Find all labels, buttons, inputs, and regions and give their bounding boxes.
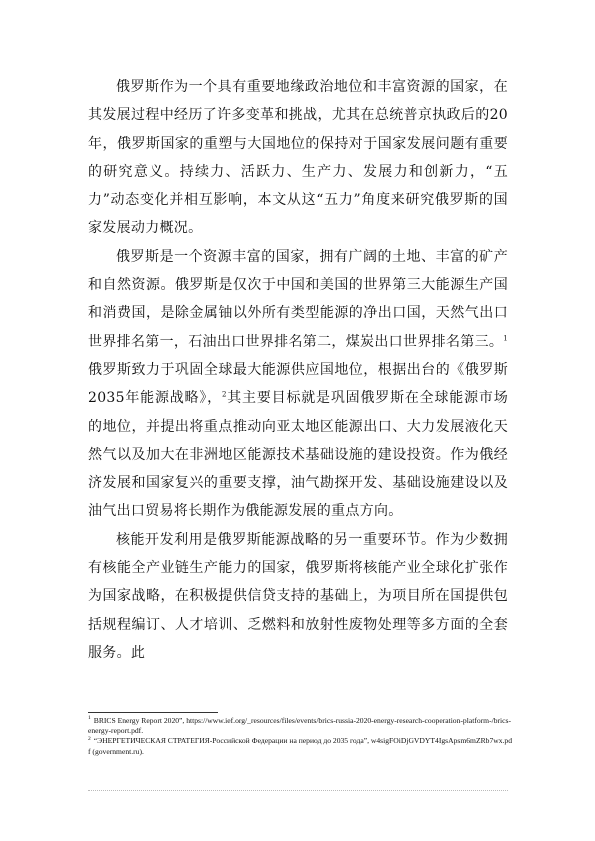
footnote-2 xyxy=(88,736,513,756)
footnote-number-2: 2 xyxy=(88,735,91,742)
footnote-reference-2[interactable]: 2 xyxy=(221,390,227,399)
paragraph-energy-text-c: 其主要目标就是巩固俄罗斯在全球能源市场的地位，并提出将重点推动向亚太地区能源出口、大力发展液化天然气以及加大在非洲地区能源技术基础设施的建设投资。作为俄经济发展和国家复兴的重要支撑，油气勘探开发、基础设施建设以及油气出口贸易将长期作为俄能源发展的重点方向。 xyxy=(88,390,508,520)
paragraph-energy-text-a: 俄罗斯是一个资源丰富的国家，拥有广阔的土地、丰富的矿产和自然资源。俄罗斯是仅次于中国和美国的世界第三大能源生产国和消费国，是除金属铀以外所有类型能源的净出口国，天然气出口世界排名第一，石油出口世界排名第二，煤炭出口世界排名第三。 xyxy=(88,248,508,350)
footnote-text-2[interactable]: “ЭНЕРГЕТИЧЕСКАЯ СТРАТЕГИЯ-Российской Федерации на период до 2035 года”, w4sigFOiDjGVDYT4IgsApsm6mZRb7wx.pdf (government.ru). xyxy=(88,736,513,756)
paragraph-energy-text-b: 俄罗斯致力于巩固全球最大能源供应国地位，根据出台的《俄罗斯2035年能源战略》， xyxy=(88,361,508,407)
page-bottom-divider xyxy=(88,790,508,791)
footnote-number-1: 1 xyxy=(88,715,91,722)
footnote-divider xyxy=(88,712,218,713)
footnote-1 xyxy=(88,716,513,736)
footnote-reference-1[interactable]: 1 xyxy=(503,334,508,343)
body-text xyxy=(88,73,508,667)
paragraph-intro: 俄罗斯作为一个具有重要地缘政治地位和丰富资源的国家，在其发展过程中经历了许多变革和挑战，尤其在总统普京执政后的20年，俄罗斯国家的重塑与大国地位的保持对于国家发展问题有重要的研究意义。持续力、活跃力、生产力、发展力和创新力，“五力”动态变化并相互影响，本文从这“五力”角度来研究俄罗斯的国家发展动力概况。 xyxy=(88,79,508,237)
paragraph-nuclear-energy: 核能开发利用是俄罗斯能源战略的另一重要环节。作为少数拥有核能全产业链生产能力的国家，俄罗斯将核能产业全球化扩张作为国家战略，在积极提供信贷支持的基础上，为项目所在国提供包括规程编订、人才培训、乏燃料和放射性废物处理等多方面的全套服务。此 xyxy=(88,531,508,661)
paragraph-energy-resources xyxy=(88,243,508,526)
footnote-text-1[interactable]: BRICS Energy Report 2020”, https://www.ief.org/_resources/files/events/brics-russia-2020-energy-research-cooperation-platform-/brics-energy-report.pdf. xyxy=(88,716,512,736)
footnotes xyxy=(88,716,513,757)
